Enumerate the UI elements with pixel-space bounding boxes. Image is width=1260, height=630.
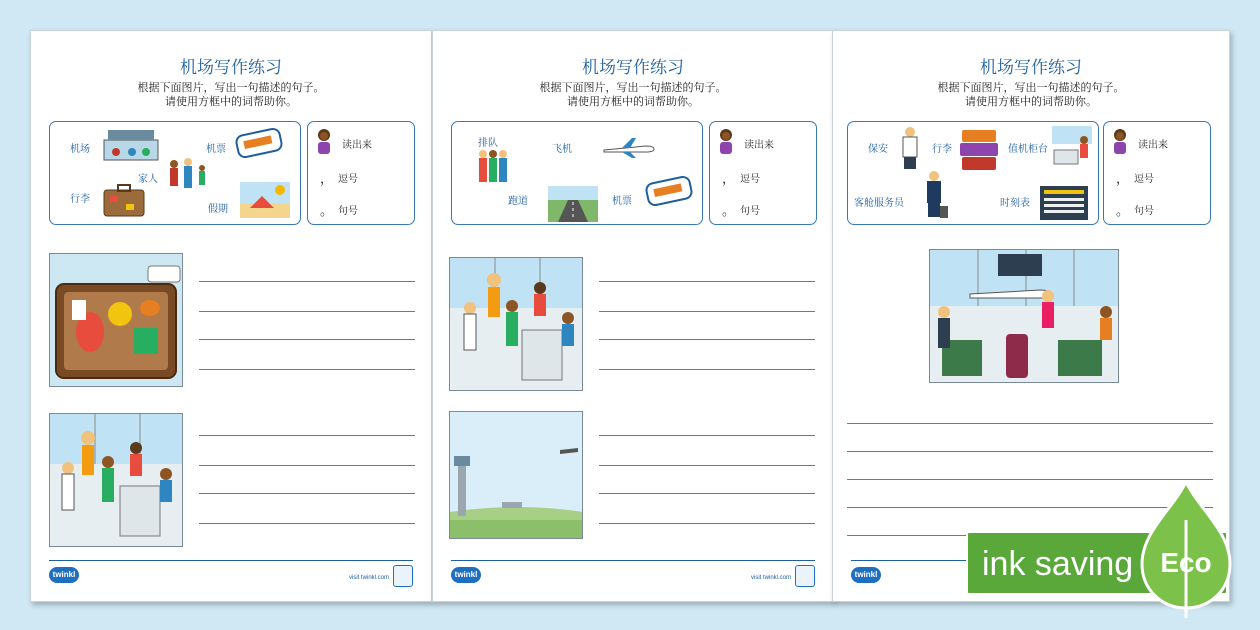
footer-divider	[451, 560, 815, 561]
writing-line[interactable]	[199, 435, 415, 436]
instructions	[433, 81, 833, 109]
word-bank	[847, 121, 1099, 225]
check-in-queue-picture	[449, 257, 583, 391]
word-label: 时刻表	[1000, 198, 1030, 209]
period-row	[308, 198, 414, 220]
writing-line[interactable]	[847, 423, 1213, 424]
period-symbol: 。	[722, 204, 736, 219]
reading-guide	[1103, 121, 1211, 225]
word-label: 机票	[206, 144, 226, 155]
worksheet-title: 机场写作练习	[980, 58, 1082, 78]
word-label: 行李	[932, 144, 952, 155]
eco-label: Eco	[1160, 547, 1212, 578]
word-label: 家人	[138, 174, 158, 185]
writing-line[interactable]	[199, 523, 415, 524]
word-label: 机场	[70, 144, 90, 155]
word-label: 机票	[612, 196, 632, 207]
visit-link-text: visit twinkl.com	[750, 575, 791, 581]
security-guard-icon	[898, 126, 922, 170]
word-label: 飞机	[552, 144, 572, 155]
writing-line[interactable]	[599, 281, 815, 282]
twinkl-logo: twinkl	[851, 567, 881, 583]
read-aloud-label: 读出来	[342, 140, 372, 151]
writing-line[interactable]	[599, 339, 815, 340]
quality-badge-icon	[795, 565, 815, 587]
comma-symbol: ，	[320, 172, 334, 187]
comma-row	[308, 166, 414, 188]
writing-line[interactable]	[599, 435, 815, 436]
comma-row	[1104, 166, 1210, 188]
writing-line[interactable]	[199, 465, 415, 466]
instructions	[31, 81, 431, 109]
read-aloud-label: 读出来	[1138, 140, 1168, 151]
worksheet-page-2	[432, 30, 834, 602]
word-label: 客舱服务员	[854, 198, 904, 209]
writing-line[interactable]	[599, 493, 815, 494]
word-label: 排队	[478, 138, 498, 149]
period-label: 句号	[338, 206, 358, 217]
writing-line[interactable]	[599, 369, 815, 370]
writing-line[interactable]	[847, 451, 1213, 452]
instruction-line-1: 根据下面图片，写出一句描述的句子。	[137, 81, 325, 94]
word-label: 行李	[70, 194, 90, 205]
flight-attendant-icon	[922, 170, 950, 222]
instruction-line-1: 根据下面图片，写出一句描述的句子。	[539, 81, 727, 94]
girl-icon	[314, 128, 334, 156]
comma-label: 逗号	[338, 174, 358, 185]
writing-line[interactable]	[599, 523, 815, 524]
airplane-icon	[602, 136, 656, 160]
visit-link-text: visit twinkl.com	[348, 575, 389, 581]
ticket-icon	[644, 174, 694, 208]
departure-lounge-picture	[929, 249, 1119, 383]
footer-divider	[49, 560, 413, 561]
twinkl-logo: twinkl	[49, 567, 79, 583]
instruction-line-2: 请使用方框中的词帮助你。	[965, 95, 1097, 108]
ticket-icon	[234, 126, 284, 160]
check-in-counter-icon	[1052, 126, 1092, 166]
beach-holiday-icon	[240, 182, 290, 218]
girl-icon	[716, 128, 736, 156]
period-symbol: 。	[1116, 204, 1130, 219]
quality-badge-icon	[393, 565, 413, 587]
period-symbol: 。	[320, 204, 334, 219]
writing-line[interactable]	[199, 311, 415, 312]
comma-symbol: ，	[722, 172, 736, 187]
writing-line[interactable]	[199, 339, 415, 340]
period-row	[710, 198, 816, 220]
word-label: 跑道	[508, 196, 528, 207]
queue-icon	[476, 148, 510, 186]
instruction-line-1: 根据下面图片，写出一句描述的句子。	[937, 81, 1125, 94]
instruction-line-2: 请使用方框中的词帮助你。	[165, 95, 297, 108]
word-label: 保安	[868, 144, 888, 155]
packed-suitcase-picture	[49, 253, 183, 387]
worksheet-title: 机场写作练习	[180, 58, 282, 78]
word-bank	[451, 121, 703, 225]
check-in-desk-picture	[49, 413, 183, 547]
eco-leaf-icon	[1140, 480, 1232, 620]
reading-guide	[709, 121, 817, 225]
worksheet-title: 机场写作练习	[582, 58, 684, 78]
ink-saving-label: ink saving	[982, 545, 1134, 583]
timetable-board-icon	[1040, 186, 1088, 220]
family-icon	[164, 156, 212, 196]
airport-icon	[102, 126, 160, 162]
writing-line[interactable]	[599, 465, 815, 466]
period-label: 句号	[740, 206, 760, 217]
word-label: 值机柜台	[1008, 144, 1048, 155]
word-bank	[49, 121, 301, 225]
luggage-stack-icon	[958, 128, 1000, 172]
worksheet-page-1	[30, 30, 432, 602]
word-label: 假期	[208, 204, 228, 215]
comma-label: 逗号	[1134, 174, 1154, 185]
runway-icon	[548, 186, 598, 222]
comma-label: 逗号	[740, 174, 760, 185]
comma-symbol: ，	[1116, 172, 1130, 187]
control-tower-picture	[449, 411, 583, 539]
twinkl-logo: twinkl	[451, 567, 481, 583]
comma-row	[710, 166, 816, 188]
writing-line[interactable]	[199, 281, 415, 282]
writing-line[interactable]	[199, 493, 415, 494]
writing-line[interactable]	[199, 369, 415, 370]
period-row	[1104, 198, 1210, 220]
instruction-line-2: 请使用方框中的词帮助你。	[567, 95, 699, 108]
reading-guide	[307, 121, 415, 225]
read-aloud-label: 读出来	[744, 140, 774, 151]
period-label: 句号	[1134, 206, 1154, 217]
writing-line[interactable]	[599, 311, 815, 312]
instructions	[833, 81, 1229, 109]
girl-icon	[1110, 128, 1130, 156]
suitcase-icon	[102, 182, 146, 218]
